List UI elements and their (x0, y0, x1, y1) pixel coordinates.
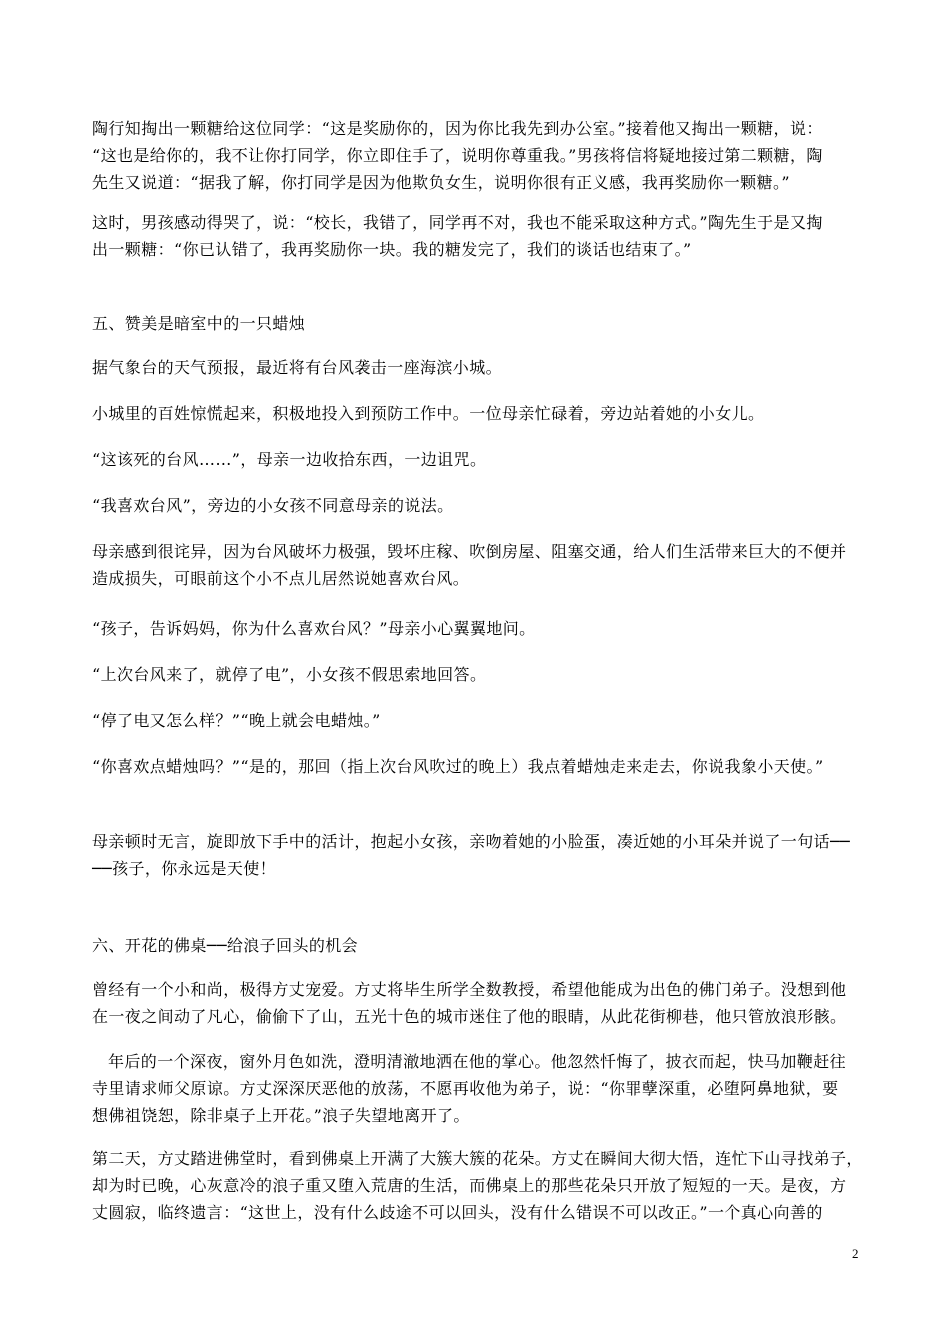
paragraph-townspeople (92, 400, 764, 427)
paragraph-power-outage (92, 661, 486, 688)
text-line: 这时，男孩感动得哭了，说：“校长，我错了，同学再不对，我也不能采取这种方式。”陶先生于是又掏 (92, 213, 823, 232)
text-line: 第二天，方丈踏进佛堂时，看到佛桌上开满了大簇大簇的花朵。方丈在瞬间大彻大悟，连忙下山寻找弟子， (92, 1149, 863, 1168)
text-line: 丈圆寂，临终遗言：“这世上，没有什么歧途不可以回头，没有什么错误不可以改正。”一个真心向善的 (92, 1203, 823, 1222)
text-line: 陶行知掏出一颗糖给这位同学：“这是奖励你的，因为你比我先到办公室。”接着他又掏出一颗糖，说： (92, 119, 823, 138)
section-heading-6 (92, 932, 358, 959)
page-number: 2 (852, 1246, 859, 1261)
text-line: “这也是给你的，我不让你打同学，你立即住手了，说明你尊重我。”男孩将信将疑地接过第二颗糖，陶 (92, 146, 823, 165)
text-line: 想佛祖饶恕，除非桌子上开花。”浪子失望地离开了。 (92, 1106, 470, 1125)
text-line: 据气象台的天气预报，最近将有台风袭击一座海滨小城。 (92, 358, 503, 377)
text-line: “这该死的台风……”，母亲一边收拾东西，一边诅咒。 (92, 450, 487, 469)
text-line: 年后的一个深夜，窗外月色如洗，澄明清澈地洒在他的掌心。他忽然忏悔了，披衣而起，快马加鞭赶往 (108, 1052, 847, 1071)
paragraph-boy-cries (92, 209, 823, 263)
paragraph-repentance (92, 1048, 846, 1129)
text-line: “我喜欢台风”，旁边的小女孩不同意母亲的说法。 (92, 496, 454, 515)
text-line: 小城里的百姓惊慌起来，积极地投入到预防工作中。一位母亲忙碌着，旁边站着她的小女儿。 (92, 404, 765, 423)
paragraph-mother-speechless (92, 828, 850, 882)
text-line: “上次台风来了，就停了电”，小女孩不假思索地回答。 (92, 665, 487, 684)
text-line: “孩子，告诉妈妈，你为什么喜欢台风？”母亲小心翼翼地问。 (92, 619, 536, 638)
heading-text: 六、开花的佛桌──给浪子回头的机会 (92, 936, 359, 955)
text-line: ──孩子，你永远是天使！ (92, 859, 277, 878)
text-line: 在一夜之间动了凡心，偷偷下了山，五光十色的城市迷住了他的眼睛，从此花街柳巷，他只管放浪形骸。 (92, 1007, 847, 1026)
section-heading-5 (92, 310, 305, 337)
paragraph-mother-asks (92, 615, 536, 642)
paragraph-candles (92, 707, 381, 734)
text-line: 曾经有一个小和尚，极得方丈宠爱。方丈将毕生所学全数教授，希望他能成为出色的佛门弟子。没想到他 (92, 980, 847, 999)
paragraph-candy-story (92, 115, 823, 196)
paragraph-little-angel (92, 753, 824, 780)
paragraph-table-blooms (92, 1145, 863, 1226)
paragraph-mother-curses (92, 446, 486, 473)
text-line: 母亲感到很诧异，因为台风破坏力极强，毁坏庄稼、吹倒房屋、阻塞交通，给人们生活带来巨大的不便并 (92, 542, 847, 561)
text-line: 造成损失，可眼前这个小不点儿居然说她喜欢台风。 (92, 569, 470, 588)
text-line: 先生又说道：“据我了解，你打同学是因为他欺负女生，说明你很有正义感，我再奖励你一颗糖。” (92, 173, 790, 192)
paragraph-little-monk (92, 976, 846, 1030)
text-line: 寺里请求师父原谅。方丈深深厌恶他的放荡，不愿再收他为弟子，说：“你罪孽深重，必堕阿鼻地狱，要 (92, 1079, 839, 1098)
text-line: 母亲顿时无言，旋即放下手中的活计，抱起小女孩，亲吻着她的小脸蛋，凑近她的小耳朵并说了一句话── (92, 832, 851, 851)
paragraph-mother-surprised (92, 538, 846, 592)
text-line: “你喜欢点蜡烛吗？”“是的，那回（指上次台风吹过的晚上）我点着蜡烛走来走去，你说我象小天使。” (92, 757, 824, 776)
text-line: 出一颗糖：“你已认错了，我再奖励你一块。我的糖发完了，我们的谈话也结束了。” (92, 240, 692, 259)
text-line: 却为时已晚，心灰意冷的浪子重又堕入荒唐的生活，而佛桌上的那些花朵只开放了短短的一天。是夜，方 (92, 1176, 847, 1195)
text-line: “停了电又怎么样？”“晚上就会电蜡烛。” (92, 711, 381, 730)
paragraph-girl-likes-typhoon (92, 492, 454, 519)
paragraph-weather-forecast (92, 354, 502, 381)
heading-text: 五、赞美是暗室中的一只蜡烛 (92, 314, 306, 333)
